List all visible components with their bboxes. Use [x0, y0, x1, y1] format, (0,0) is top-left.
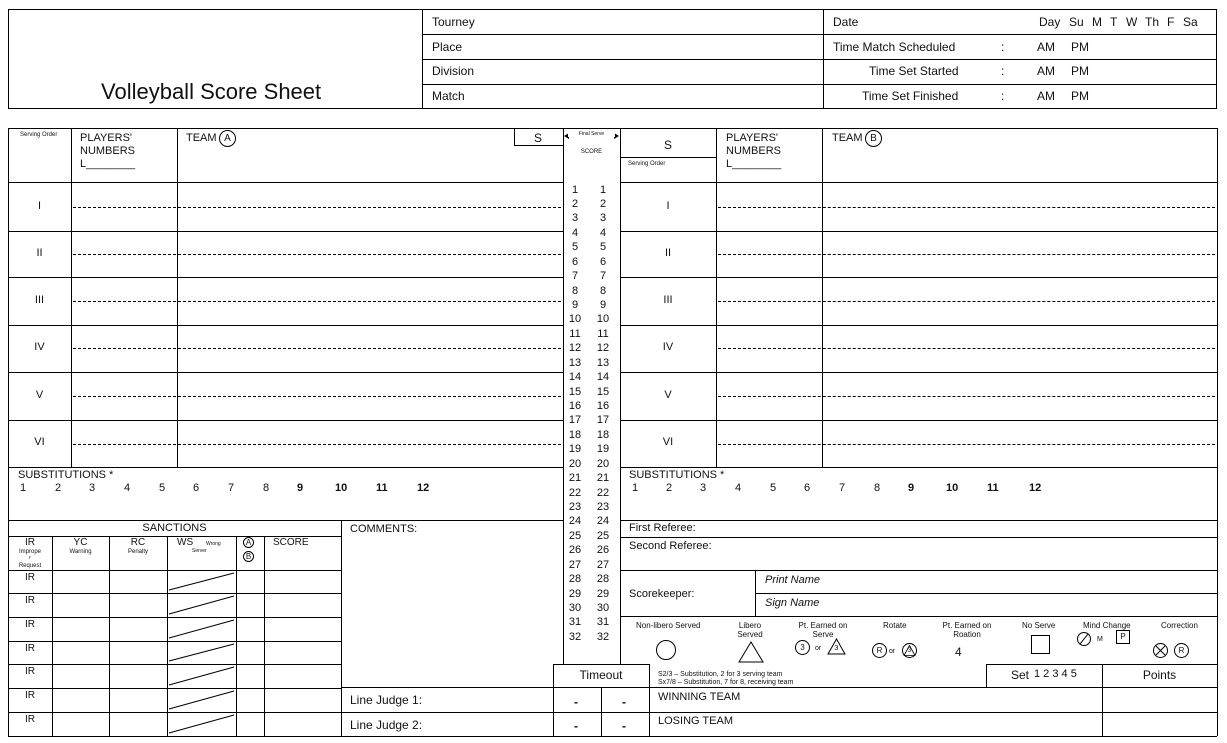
wrong-server-slash	[167, 593, 236, 617]
team-b-libero-line: L________	[726, 158, 782, 170]
divider	[8, 372, 563, 373]
substitution-number: 7	[228, 482, 235, 494]
divider	[620, 182, 1217, 183]
rotation-label: III	[663, 294, 673, 306]
am-option: AM	[1037, 89, 1055, 103]
circle-r-icon: R	[1174, 643, 1189, 658]
divider	[553, 664, 649, 665]
team-b-score-number: 14	[596, 371, 610, 384]
square-symbol-icon	[1031, 635, 1050, 654]
page-title: Volleyball Score Sheet	[101, 79, 322, 104]
set-numbers: 1 2 3 4 5	[1034, 668, 1077, 680]
substitution-number: 4	[124, 482, 131, 494]
rotation-label: IV	[662, 341, 674, 353]
legend-pt-rotation-label: Roation	[953, 630, 981, 639]
points-label: Points	[1142, 668, 1177, 682]
team-b-score-number: 32	[596, 630, 610, 643]
entry-line	[73, 444, 561, 445]
divider	[620, 616, 1217, 617]
team-a-score-number: 17	[568, 414, 582, 427]
team-b-score-number: 1	[599, 183, 607, 196]
line-judge-1-label: Line Judge 1:	[350, 693, 423, 707]
legend-note: Sx7/8 – Substitution, 7 for 8, receiving team	[658, 679, 794, 686]
substitution-number: 6	[193, 482, 200, 494]
wrong-server-slash	[167, 641, 236, 664]
substitution-number: 2	[666, 482, 673, 494]
team-b-team-label: TEAM	[832, 132, 863, 144]
timeout-slot: -	[574, 695, 578, 709]
divider	[8, 467, 563, 468]
rotation-label: IV	[34, 341, 45, 353]
divider	[8, 325, 563, 326]
timeout-label: Timeout	[579, 668, 623, 682]
team-a-libero-line: L________	[80, 158, 136, 170]
team-b-score-number: 31	[596, 616, 610, 629]
substitution-number: 10	[335, 482, 348, 494]
colon: :	[1001, 40, 1005, 54]
team-b-score-number: 6	[599, 255, 607, 268]
team-b-score-number: 28	[596, 573, 610, 586]
divider	[264, 536, 265, 736]
divider	[620, 420, 1217, 421]
second-referee-label: Second Referee:	[629, 540, 712, 552]
first-referee-label: First Referee:	[629, 522, 696, 534]
team-b-score-number: 29	[596, 587, 610, 600]
substitution-number: 1	[20, 482, 27, 494]
divider	[716, 128, 717, 467]
divider	[649, 664, 650, 736]
team-a-score-number: 16	[568, 399, 582, 412]
divider	[986, 664, 987, 687]
day-option-m: M	[1092, 15, 1102, 29]
team-a-score-number: 20	[568, 457, 582, 470]
team-b-numbers-label: NUMBERS	[726, 145, 782, 157]
divider	[620, 157, 716, 158]
wrong-server-slash	[167, 664, 236, 688]
day-option-t: T	[1110, 15, 1118, 29]
sanction-ir-label: IR	[25, 666, 35, 677]
team-a-circle-icon: A	[243, 537, 254, 548]
divider	[422, 84, 1217, 85]
team-a-score-number: 8	[571, 284, 579, 297]
sanction-ir-label: IR	[25, 690, 35, 701]
pm-option: PM	[1071, 40, 1089, 54]
team-a-score-number: 7	[571, 270, 579, 283]
team-a-score-number: 11	[569, 327, 581, 340]
team-a-score-number: 6	[571, 255, 579, 268]
divider	[601, 687, 602, 736]
border	[8, 128, 514, 129]
divider	[620, 537, 1217, 538]
border	[8, 128, 9, 736]
substitution-number: 5	[159, 482, 166, 494]
losing-team-label: LOSING TEAM	[658, 715, 733, 727]
ws-header: WS	[177, 537, 194, 548]
team-a-score-number: 1	[571, 183, 579, 196]
entry-line	[73, 254, 561, 255]
entry-line	[73, 301, 561, 302]
rotation-label: V	[35, 389, 44, 401]
substitution-number: 6	[804, 482, 811, 494]
border	[1217, 128, 1218, 736]
divider	[755, 593, 1217, 594]
team-b-score-number: 5	[599, 241, 607, 254]
border	[8, 736, 1217, 737]
team-b-score-number: 20	[596, 457, 610, 470]
substitution-number: 9	[908, 482, 915, 494]
legend-non-libero-label: Non-libero Served	[636, 621, 701, 630]
entry-line	[718, 444, 1215, 445]
comments-label: COMMENTS:	[350, 523, 418, 535]
timeout-slot: -	[574, 719, 578, 733]
colon: :	[1001, 89, 1005, 103]
team-b-score-number: 26	[596, 544, 610, 557]
time-finished-label: Time Set Finished	[862, 89, 959, 103]
team-a-score-number: 14	[568, 371, 582, 384]
team-a-circle-icon: A	[219, 130, 236, 147]
legend-pt-serve-label: Pt. Earned on	[798, 621, 848, 630]
triangle-number-label: 3	[834, 645, 839, 652]
score-header: SCORE	[273, 537, 309, 548]
team-b-score-number: 17	[596, 414, 610, 427]
team-b-score-number: 4	[599, 226, 607, 239]
legend-libero-label: Served	[737, 630, 763, 639]
triangle-symbol-icon	[738, 641, 764, 663]
divider	[422, 34, 1217, 35]
winning-team-label: WINNING TEAM	[658, 691, 741, 703]
team-b-serving-order: Serving Order	[628, 161, 666, 167]
substitution-number: 8	[874, 482, 881, 494]
team-a-score-number: 28	[568, 573, 582, 586]
divider	[177, 128, 178, 467]
team-b-score-number: 12	[596, 342, 610, 355]
scorekeeper-label: Scorekeeper:	[629, 588, 695, 600]
team-b-score-number: 3	[599, 212, 607, 225]
wrong-server-slash	[167, 570, 236, 593]
colon: :	[1001, 64, 1005, 78]
ir-sub: Request	[18, 563, 42, 569]
legend-pt-serve-label: Serve	[812, 630, 834, 639]
team-a-players-label: PLAYERS'	[80, 132, 133, 144]
team-b-score-number: 30	[596, 601, 610, 614]
circle-slash-icon	[1077, 632, 1091, 646]
day-option-w: W	[1126, 15, 1138, 29]
rotation-label: V	[664, 389, 672, 401]
substitution-number: 10	[946, 482, 959, 494]
timeout-slot: -	[622, 695, 626, 709]
team-b-score-number: 9	[599, 298, 607, 311]
team-a-score-number: 23	[568, 500, 582, 513]
day-option-f: F	[1167, 15, 1175, 29]
substitution-number: 12	[417, 482, 430, 494]
entry-line	[73, 348, 561, 349]
rc-header: RC	[130, 537, 146, 548]
mind-m-label: M	[1097, 636, 1103, 643]
pm-option: PM	[1071, 89, 1089, 103]
divider	[341, 520, 342, 736]
set-label: Set	[1011, 668, 1030, 682]
print-name-label: Print Name	[765, 574, 821, 586]
team-b-players-label: PLAYERS'	[726, 132, 779, 144]
wrong-server-slash	[167, 688, 236, 712]
entry-line	[718, 396, 1215, 397]
substitution-number: 11	[987, 482, 999, 494]
team-a-score-number: 13	[568, 356, 582, 369]
entry-line	[73, 396, 561, 397]
rotation-label: II	[664, 247, 672, 259]
team-b-score-number: 24	[596, 515, 610, 528]
substitution-number: 2	[55, 482, 62, 494]
circle-symbol-icon	[656, 640, 676, 660]
team-b-score-number: 23	[596, 500, 610, 513]
divider	[422, 59, 1217, 60]
rotation-label: I	[666, 200, 670, 212]
divider	[8, 277, 563, 278]
team-a-team-label: TEAM	[186, 132, 217, 144]
sanction-ir-label: IR	[25, 714, 35, 725]
team-a-score-number: 31	[568, 616, 582, 629]
day-option-sa: Sa	[1183, 15, 1198, 29]
team-a-score-number: 15	[568, 385, 582, 398]
team-b-score-number: 21	[596, 472, 610, 485]
or-label: or	[815, 645, 822, 652]
divider	[109, 536, 110, 736]
sign-name-label: Sign Name	[765, 597, 820, 609]
day-label: Day	[1039, 15, 1061, 29]
team-a-score-number: 30	[568, 601, 582, 614]
substitution-number: 12	[1029, 482, 1042, 494]
circle-r-icon: R	[872, 643, 887, 658]
sanctions-title: SANCTIONS	[142, 522, 207, 534]
team-b-score-number: 10	[596, 313, 610, 326]
sanction-ir-label: IR	[25, 572, 35, 583]
team-a-score-number: 25	[568, 529, 582, 542]
ws-sub: Server	[192, 548, 207, 554]
divider	[8, 231, 563, 232]
sanction-ir-label: IR	[25, 595, 35, 606]
team-a-score-number: 19	[568, 443, 582, 456]
rotation-label: III	[34, 294, 45, 306]
team-b-score-number: 8	[599, 284, 607, 297]
ws-sub: Wrong	[206, 541, 221, 547]
tourney-label: Tourney	[432, 15, 475, 29]
border	[620, 128, 1217, 129]
divider	[620, 570, 1217, 571]
rotation-label: VI	[34, 436, 45, 448]
legend-note: S2/3 – Substitution, 2 for 3 serving team	[658, 671, 783, 678]
entry-line	[718, 207, 1215, 208]
pt-rotation-value: 4	[955, 645, 962, 659]
divider	[341, 712, 1217, 713]
team-a-score-number: 2	[571, 197, 579, 210]
substitution-number: 11	[376, 482, 388, 494]
border	[514, 128, 515, 145]
legend-rotate-label: Rotate	[883, 621, 907, 630]
team-a-score-number: 26	[568, 544, 582, 557]
entry-line	[718, 254, 1215, 255]
divider	[341, 687, 1217, 688]
border	[514, 145, 563, 146]
ir-header: IR	[25, 537, 35, 548]
line-judge-2-label: Line Judge 2:	[350, 718, 423, 732]
rotation-label: VI	[662, 436, 674, 448]
divider	[620, 372, 1217, 373]
timeout-slot: -	[622, 719, 626, 733]
substitution-number: 4	[735, 482, 742, 494]
wrong-server-slash	[167, 712, 236, 736]
team-b-score-number: 19	[596, 443, 610, 456]
entry-line	[718, 301, 1215, 302]
wrong-server-slash	[167, 617, 236, 641]
legend-libero-label: Libero	[738, 621, 762, 630]
day-option-su: Su	[1069, 15, 1084, 29]
legend-no-serve-label: No Serve	[1022, 621, 1056, 630]
team-a-serving-order: Serving Order	[20, 132, 58, 138]
team-a-score-number: 29	[568, 587, 582, 600]
divider	[8, 520, 563, 521]
team-b-circle-icon: B	[243, 551, 254, 562]
division-label: Division	[432, 64, 475, 78]
team-b-score-number: 27	[596, 558, 610, 571]
team-a-score-number: 21	[568, 472, 582, 485]
team-a-score-number: 24	[568, 515, 582, 528]
team-a-score-number: 32	[568, 630, 582, 643]
ir-sub: Imprope	[18, 549, 41, 555]
match-label: Match	[432, 89, 465, 103]
ir-sub: r	[29, 555, 31, 561]
team-a-score-number: 9	[571, 298, 579, 311]
circle-triangle-label: 3	[907, 648, 912, 654]
sanction-ir-label: IR	[25, 619, 35, 630]
substitution-number: 3	[700, 482, 707, 494]
time-scheduled-label: Time Match Scheduled	[833, 40, 956, 54]
team-b-score-number: 2	[599, 197, 607, 210]
entry-line	[73, 207, 561, 208]
team-a-score-number: 12	[568, 342, 582, 355]
divider	[620, 325, 1217, 326]
rotation-label: II	[36, 247, 43, 259]
divider	[620, 231, 1217, 232]
day-option-th: Th	[1145, 15, 1160, 29]
team-a-score-number: 5	[571, 241, 579, 254]
substitution-number: 5	[770, 482, 777, 494]
divider	[8, 420, 563, 421]
team-b-score-number: 25	[596, 529, 610, 542]
team-b-circle-icon: B	[865, 130, 882, 147]
team-b-score-number: 22	[596, 486, 610, 499]
team-a-s-label: S	[534, 131, 543, 145]
substitution-number: 8	[263, 482, 270, 494]
team-b-score-number: 15	[596, 385, 610, 398]
yc-sub: Warning	[69, 549, 92, 555]
divider	[8, 182, 563, 183]
sanction-ir-label: IR	[25, 643, 35, 654]
divider	[620, 467, 1217, 468]
pm-option: PM	[1071, 64, 1089, 78]
divider	[52, 536, 53, 736]
team-a-score-number: 4	[571, 226, 579, 239]
team-a-numbers-label: NUMBERS	[80, 145, 136, 157]
team-b-substitutions-label: SUBSTITUTIONS *	[629, 469, 725, 481]
team-b-s-label: S	[664, 138, 673, 152]
substitution-number: 1	[632, 482, 639, 494]
date-label: Date	[833, 15, 859, 29]
divider	[822, 128, 823, 467]
team-b-score-number: 18	[596, 428, 610, 441]
substitution-number: 7	[839, 482, 846, 494]
legend-mind-change-label: Mind Change	[1083, 621, 1131, 630]
team-a-score-number: 22	[568, 486, 582, 499]
entry-line	[718, 348, 1215, 349]
team-a-score-number: 10	[568, 313, 582, 326]
final-serve-label: Final Serve	[568, 132, 615, 137]
legend-pt-rotation-label: Pt. Earned on	[942, 621, 992, 630]
rotation-label: I	[37, 200, 42, 212]
am-option: AM	[1037, 64, 1055, 78]
team-b-score-number: 7	[599, 270, 607, 283]
time-started-label: Time Set Started	[869, 64, 959, 78]
or-label: or	[889, 648, 896, 655]
border	[514, 128, 563, 129]
yc-header: YC	[73, 537, 88, 548]
team-b-score-number: 16	[596, 399, 610, 412]
square-p-icon: P	[1116, 630, 1130, 644]
team-a-score-number: 3	[571, 212, 579, 225]
legend-correction-label: Correction	[1161, 621, 1198, 630]
rc-sub: Penalty	[127, 549, 148, 555]
team-a-substitutions-label: SUBSTITUTIONS *	[18, 469, 114, 481]
place-label: Place	[432, 40, 463, 54]
team-a-score-number: 27	[568, 558, 582, 571]
divider	[755, 570, 756, 616]
divider	[620, 277, 1217, 278]
am-option: AM	[1037, 40, 1055, 54]
circle-number-icon: 3	[795, 640, 810, 655]
team-a-score-number: 18	[568, 428, 582, 441]
substitution-number: 3	[89, 482, 96, 494]
substitution-number: 9	[297, 482, 304, 494]
divider	[620, 520, 1217, 521]
divider	[71, 128, 72, 467]
team-b-score-number: 11	[597, 327, 609, 340]
divider	[236, 536, 237, 736]
score-header: SCORE	[580, 149, 603, 155]
team-b-score-number: 13	[596, 356, 610, 369]
circle-x-icon	[1153, 643, 1168, 658]
